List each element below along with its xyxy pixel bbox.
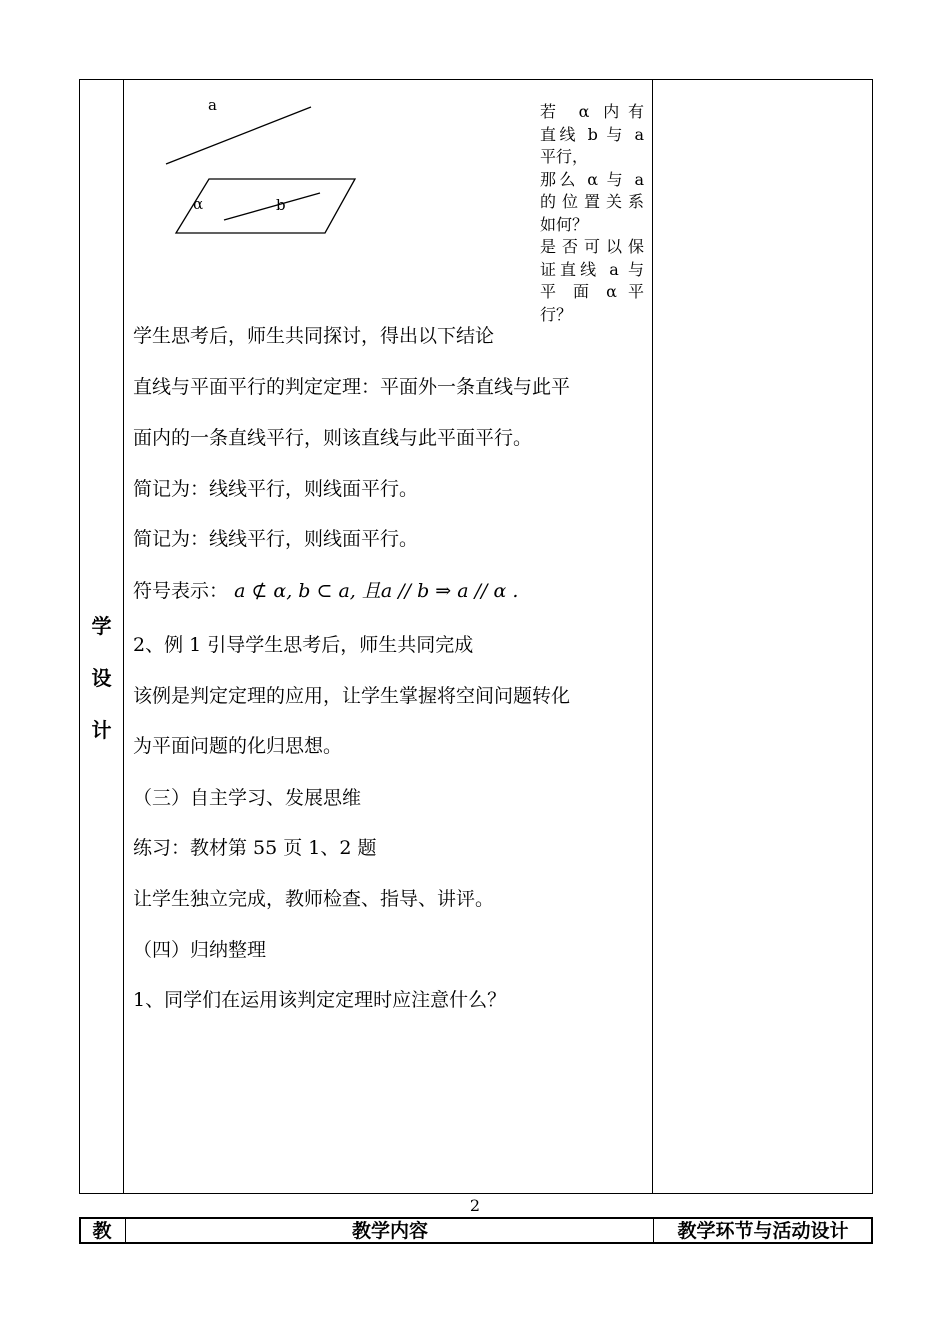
header-cell: 教学环节与活动设计	[653, 1219, 872, 1242]
symbol-label: 符号表示：	[133, 580, 229, 602]
side-question-line: 如何？	[540, 214, 589, 234]
line-plane-diagram	[150, 92, 370, 242]
section-label-char: 学	[91, 614, 112, 638]
column-divider	[123, 80, 124, 1193]
side-question-line: 平 面 α 平	[540, 282, 644, 301]
content-line: 1、同学们在运用该判定定理时应注意什么？	[133, 989, 507, 1011]
content-line: 该例是判定定理的应用，让学生掌握将空间问题转化	[133, 685, 571, 707]
content-line: 2、例 1 引导学生思考后，师生共同完成	[133, 634, 474, 656]
content-line: 练习：教材第 55 页 1、2 题	[133, 837, 377, 859]
side-question-line: 的位置关系	[540, 192, 644, 211]
side-question-line: 若 α 内有	[540, 102, 644, 121]
content-line: 直线与平面平行的判定定理：平面外一条直线与此平	[133, 376, 571, 398]
page-number: 2	[469, 1196, 481, 1215]
line-a	[166, 107, 311, 164]
side-question	[540, 101, 644, 326]
content-line: 简记为：线线平行，则线面平行。	[133, 528, 419, 550]
line-b	[224, 193, 320, 220]
side-question-line: 平行，	[540, 147, 589, 166]
line-b-label: b	[276, 196, 286, 214]
content-line: 学生思考后，师生共同探讨，得出以下结论	[133, 325, 495, 347]
content-line: 让学生独立完成，教师检查、指导、讲评。	[133, 888, 495, 910]
section-label	[80, 600, 123, 756]
side-question-line: 那么 α 与 a	[540, 169, 644, 189]
content-line: （三）自主学习、发展思维	[133, 787, 362, 809]
next-page-header	[79, 1217, 873, 1244]
section-label-char: 设	[91, 666, 112, 690]
side-question-line: 直线 b 与 a	[540, 124, 644, 144]
side-question-line: 行？	[540, 304, 573, 324]
content-line: 为平面问题的化归思想。	[133, 735, 343, 757]
plane-label: α	[193, 195, 204, 213]
content-line: 简记为：线线平行，则线面平行。	[133, 478, 419, 500]
line-a-label: a	[208, 96, 217, 114]
content-line: 面内的一条直线平行，则该直线与此平面平行。	[133, 427, 533, 449]
side-question-line: 是否可以保	[540, 237, 644, 256]
content-line: （四）归纳整理	[133, 939, 267, 961]
symbol-formula: a ⊄ α, b ⊂ a, 且a // b ⇒ a // α .	[234, 580, 519, 602]
section-label-char: 计	[91, 718, 112, 742]
header-cell: 教学内容	[125, 1219, 654, 1242]
side-question-line: 证直线 a 与	[540, 259, 644, 279]
column-divider	[652, 80, 653, 1193]
header-cell: 教	[92, 1220, 112, 1242]
symbol-line	[133, 578, 518, 604]
